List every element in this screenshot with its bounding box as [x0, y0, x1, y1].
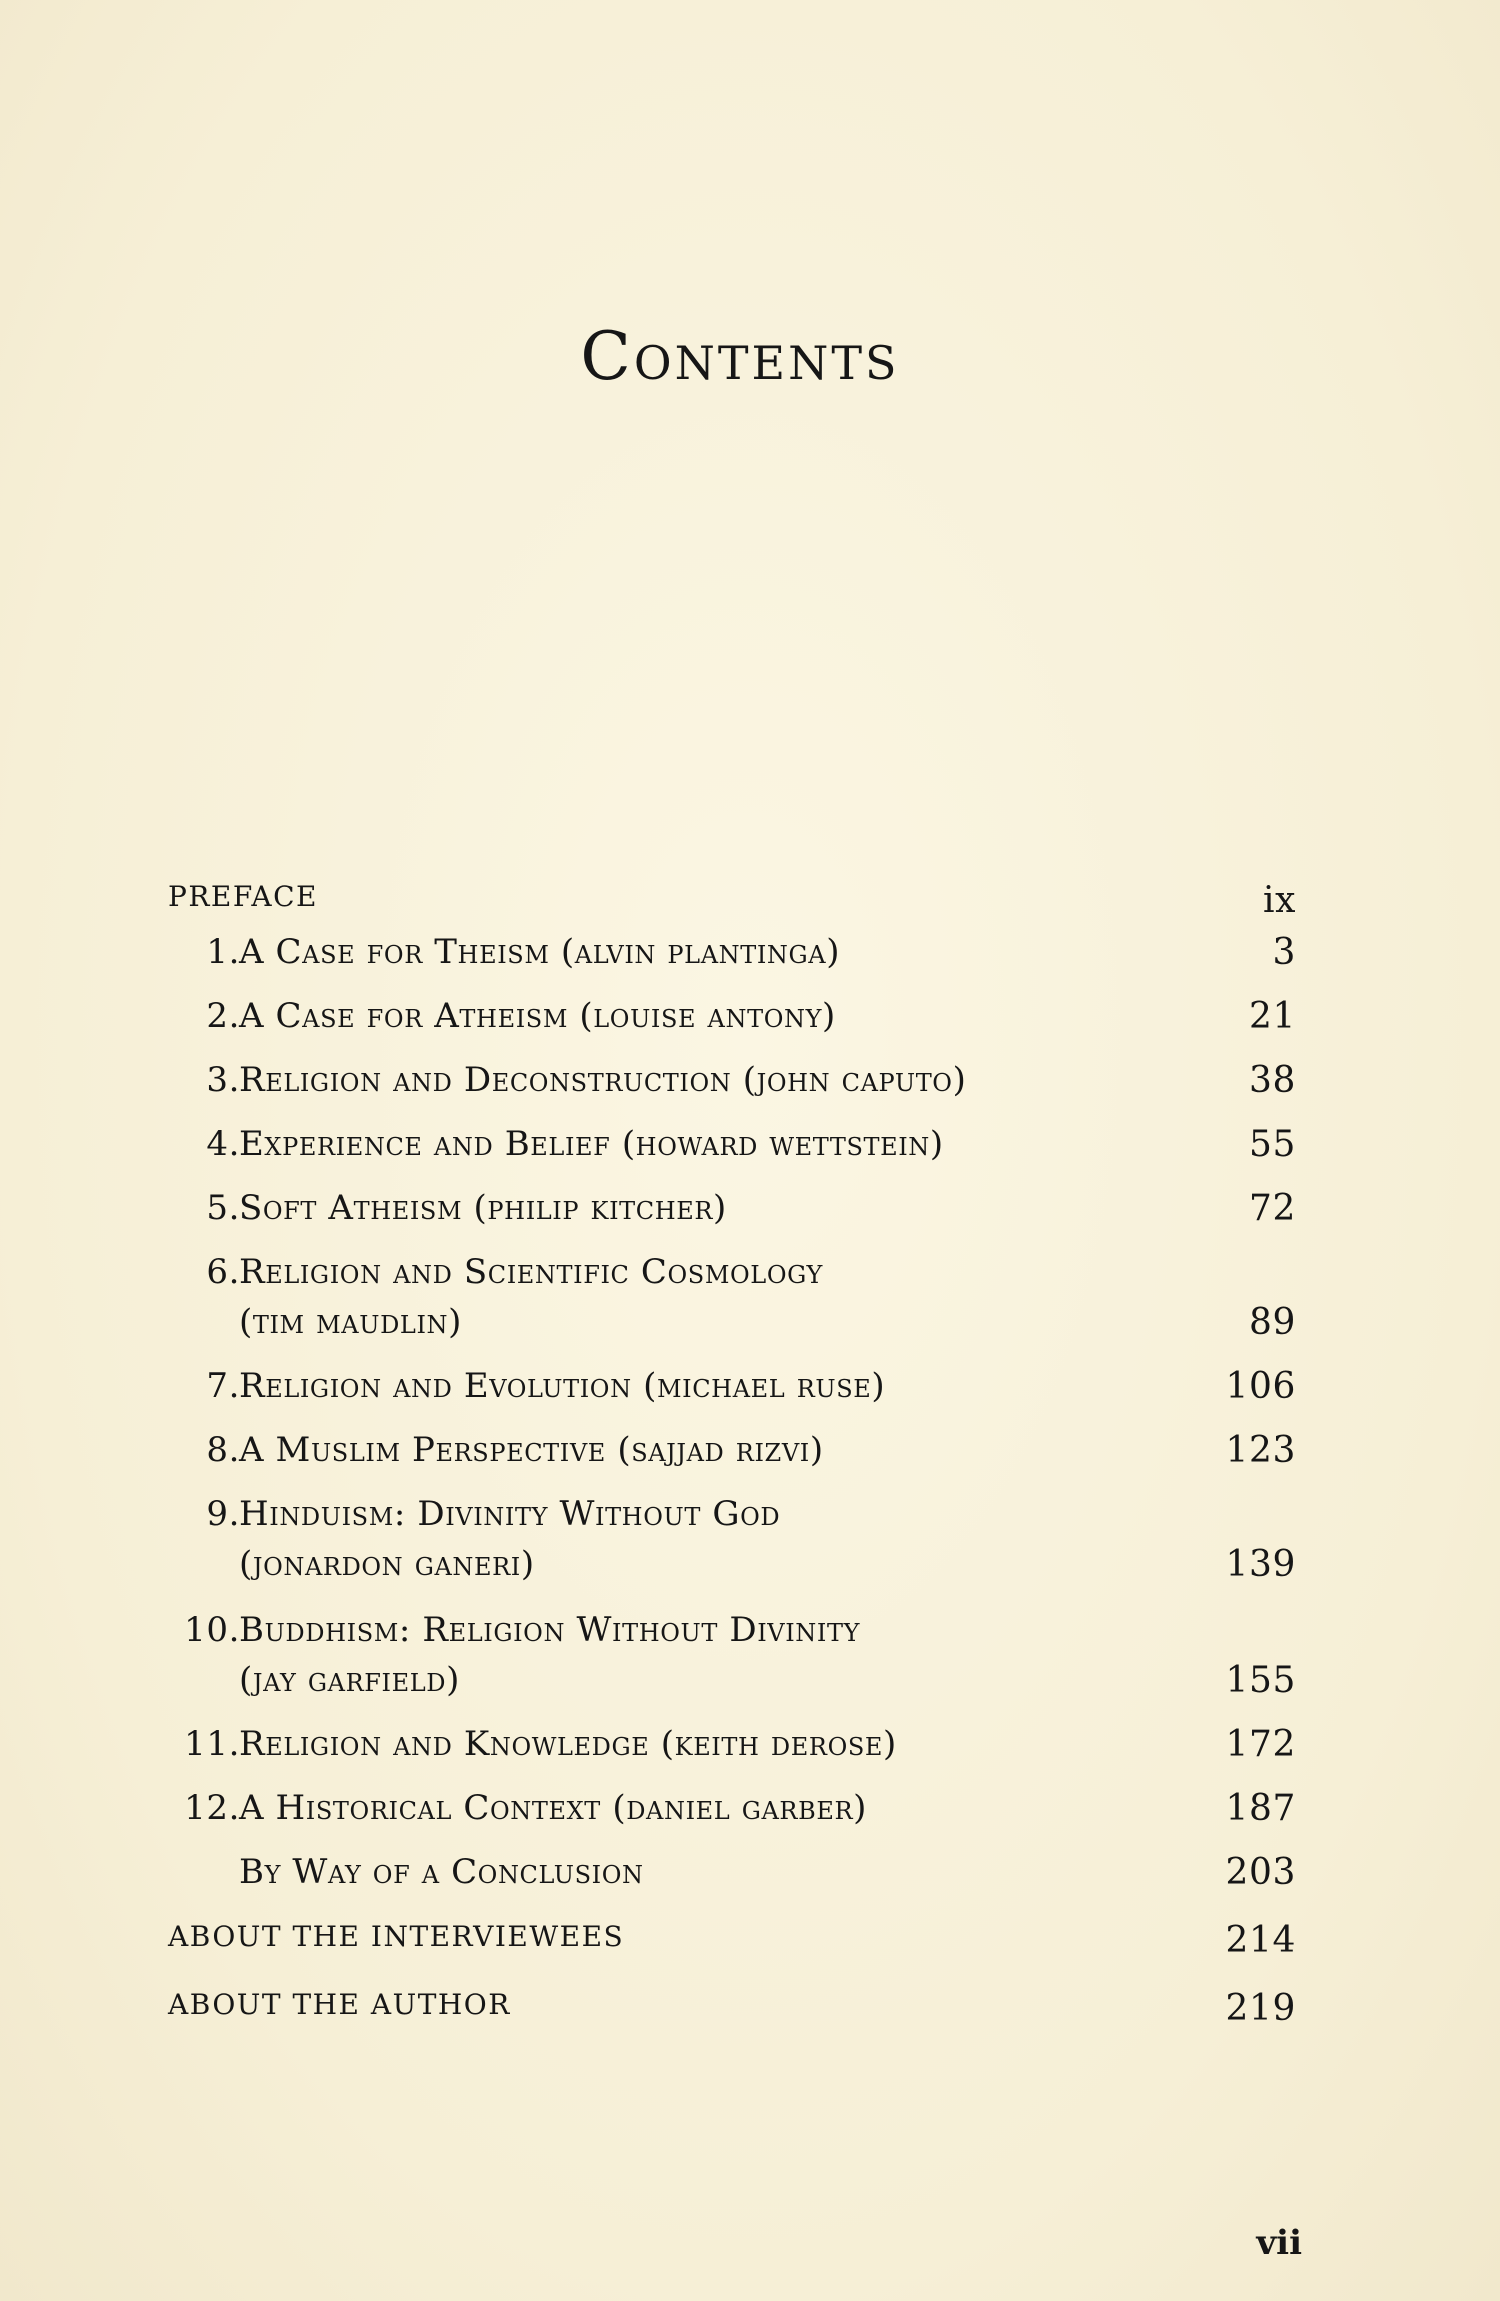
- toc-entry-page: 172: [1225, 1724, 1296, 1765]
- toc-entry-title: Religion and Deconstruction (john caputo): [239, 1060, 967, 1100]
- toc-entry-page: 38: [1248, 1060, 1296, 1101]
- toc-entry-title: Buddhism: Religion Without Divinity: [239, 1610, 861, 1650]
- toc-entry-number: 10.: [184, 1610, 240, 1650]
- page-number: vii: [1256, 2223, 1302, 2263]
- toc-entry-title: A Muslim Perspective (sajjad rizvi): [239, 1430, 824, 1470]
- toc-entry-page: 106: [1225, 1366, 1296, 1407]
- toc-entry-title: Soft Atheism (philip kitcher): [239, 1188, 727, 1228]
- toc-entry-number: 8.: [206, 1430, 240, 1470]
- toc-entry-title: Religion and Knowledge (keith derose): [239, 1724, 897, 1764]
- toc-entry-title: Religion and Scientific Cosmology: [239, 1252, 823, 1292]
- toc-entry-number: 6.: [206, 1252, 240, 1292]
- toc-entry-page: 3: [1272, 932, 1296, 973]
- toc-entry-title: By Way of a Conclusion: [239, 1852, 644, 1892]
- toc-entry-title: A Historical Context (daniel garber): [239, 1788, 867, 1828]
- toc-entry-title: A Case for Theism (alvin plantinga): [239, 932, 841, 972]
- toc-entry-title: Hinduism: Divinity Without God: [239, 1494, 781, 1534]
- toc-entry-title: (jonardon ganeri): [239, 1544, 535, 1584]
- toc-entry-page: 219: [1225, 1988, 1296, 2029]
- toc-entry-page: 139: [1225, 1544, 1296, 1585]
- toc-entry-number: 12.: [184, 1788, 240, 1828]
- toc-entry-number: 7.: [206, 1366, 240, 1406]
- toc-entry-page: 123: [1225, 1430, 1296, 1471]
- toc-entry-title: ABOUT THE AUTHOR: [168, 1988, 511, 2021]
- toc-entry-title: Experience and Belief (howard wettstein): [239, 1124, 944, 1164]
- toc-entry-page: 72: [1248, 1188, 1296, 1229]
- toc-entry-number: 9.: [206, 1494, 240, 1534]
- toc-entry-number: 4.: [206, 1124, 240, 1164]
- toc-entry-page: ix: [1262, 880, 1296, 921]
- toc-entry-page: 89: [1248, 1302, 1296, 1343]
- toc-entry-title: (tim maudlin): [239, 1302, 462, 1342]
- page-title: Contents: [580, 318, 900, 395]
- toc-entry-title: Religion and Evolution (michael ruse): [239, 1366, 886, 1406]
- toc-entry-page: 203: [1225, 1852, 1296, 1893]
- toc-entry-number: 5.: [206, 1188, 240, 1228]
- toc-entry-page: 187: [1225, 1788, 1296, 1829]
- toc-entry-number: 1.: [206, 932, 240, 972]
- toc-entry-title: ABOUT THE INTERVIEWEES: [168, 1920, 625, 1953]
- toc-entry-title: PREFACE: [168, 880, 318, 913]
- toc-entry-page: 214: [1225, 1920, 1296, 1961]
- toc-entry-title: (jay garfield): [239, 1660, 460, 1700]
- toc-entry-number: 2.: [206, 996, 240, 1036]
- toc-entry-number: 11.: [184, 1724, 240, 1764]
- toc-entry-number: 3.: [206, 1060, 240, 1100]
- toc-entry-page: 21: [1248, 996, 1296, 1037]
- toc-entry-title: A Case for Atheism (louise antony): [239, 996, 836, 1036]
- toc-entry-page: 155: [1225, 1660, 1296, 1701]
- toc-entry-page: 55: [1248, 1124, 1296, 1165]
